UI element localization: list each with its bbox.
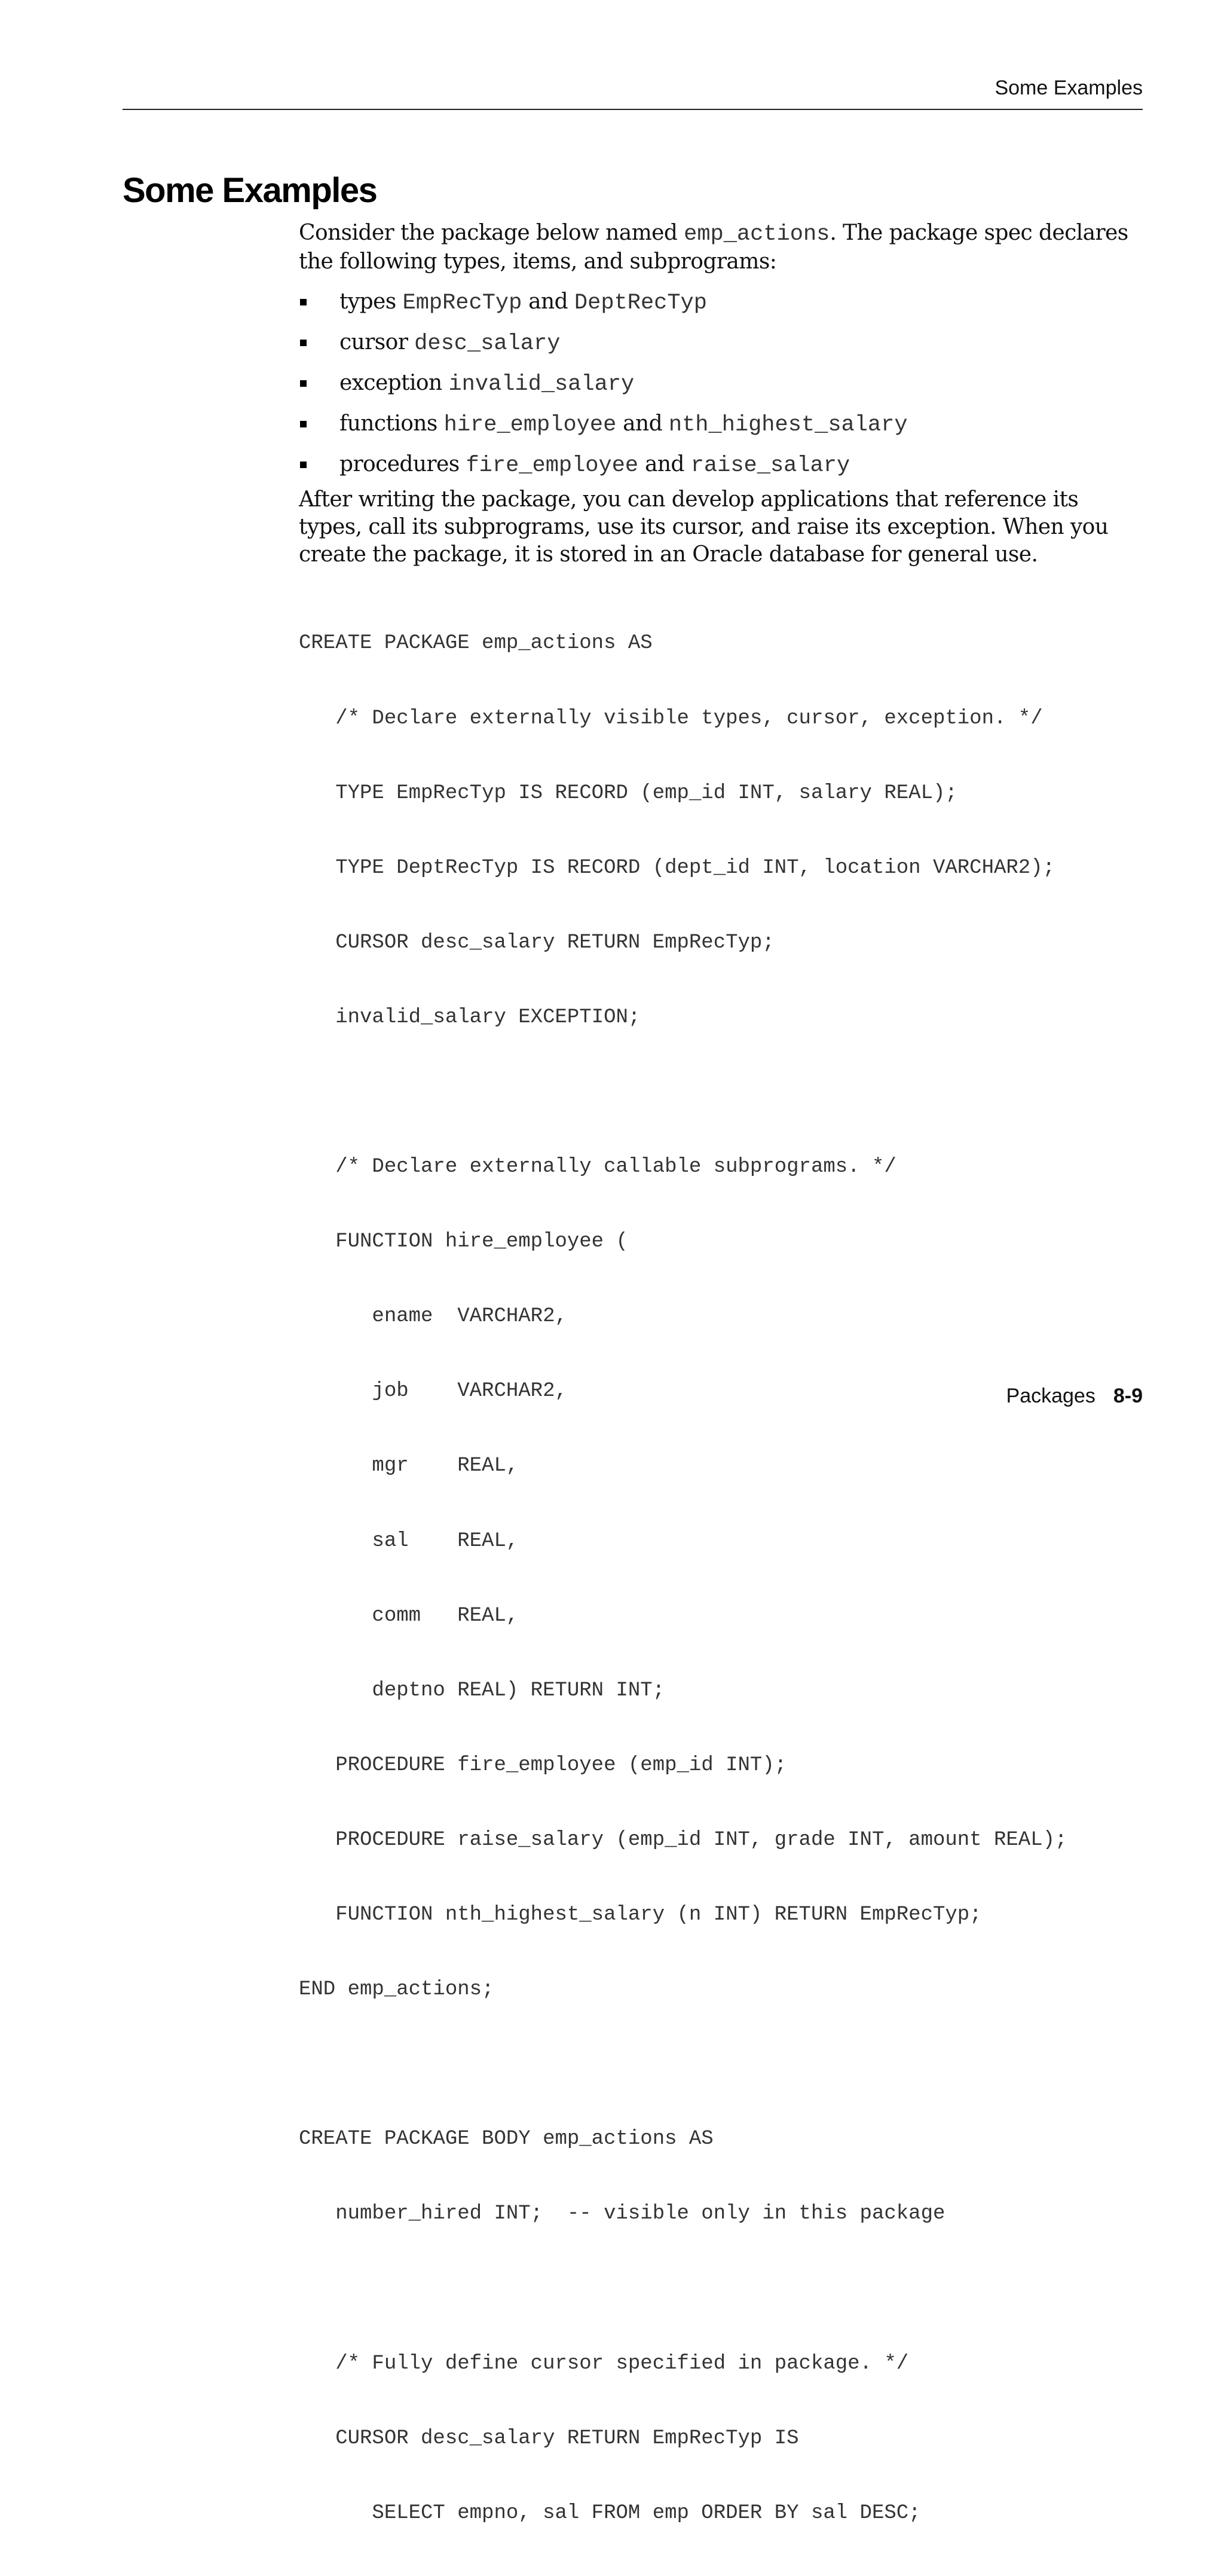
item-label: procedures — [339, 452, 460, 476]
item-code: EmpRecTyp — [402, 291, 522, 316]
code-line: comm REAL, — [299, 1604, 519, 1627]
square-bullet-icon — [300, 340, 307, 346]
header-rule — [123, 109, 1143, 110]
square-bullet-icon — [300, 462, 307, 468]
item-conjunction: and — [528, 289, 568, 314]
item-code: hire_employee — [443, 412, 617, 438]
square-bullet-icon — [300, 299, 307, 305]
intro-text-before: Consider the package below named — [299, 221, 684, 245]
code-line: /* Declare externally callable subprograms. */ — [299, 1156, 896, 1179]
code-line: CREATE PACKAGE BODY emp_actions AS — [299, 2128, 714, 2151]
code-line: mgr REAL, — [299, 1454, 519, 1478]
code-line: SELECT empno, sal FROM emp ORDER BY sal DESC; — [299, 2501, 921, 2525]
code-line: sal REAL, — [299, 1529, 519, 1553]
code-line: CURSOR desc_salary RETURN EmpRecTyp; — [299, 931, 775, 954]
item-code-second: raise_salary — [690, 453, 850, 478]
item-label: types — [339, 289, 396, 314]
item-label: functions — [339, 411, 437, 436]
intro-text-after: . The package spec declares the following types, items, and subprograms: — [299, 221, 1128, 274]
intro-paragraph — [299, 219, 1148, 276]
list-item — [299, 404, 1148, 444]
running-head: Some Examples — [994, 77, 1143, 99]
square-bullet-icon — [300, 380, 307, 387]
list-item — [299, 444, 1148, 485]
code-line: job VARCHAR2, — [299, 1380, 567, 1403]
item-label: cursor — [339, 330, 408, 355]
declaration-list — [299, 282, 1148, 485]
list-item — [299, 363, 1148, 404]
code-line: /* Fully define cursor specified in package. */ — [299, 2352, 909, 2375]
code-block — [299, 582, 1148, 2576]
code-line: invalid_salary EXCEPTION; — [299, 1006, 641, 1029]
item-code: invalid_salary — [448, 372, 635, 397]
code-line: PROCEDURE fire_employee (emp_id INT); — [299, 1753, 787, 1777]
item-code: desc_salary — [414, 331, 561, 356]
square-bullet-icon — [300, 421, 307, 427]
code-line: FUNCTION nth_highest_salary (n INT) RETURN EmpRecTyp; — [299, 1903, 982, 1926]
code-line: END emp_actions; — [299, 1978, 494, 2001]
item-label: exception — [339, 371, 442, 395]
code-line: PROCEDURE raise_salary (emp_id INT, grade INT, amount REAL); — [299, 1828, 1067, 1851]
code-line: /* Declare externally visible types, cursor, exception. */ — [299, 707, 1043, 730]
after-paragraph: After writing the package, you can develop applications that reference its types, call its subprograms, use its cursor, and raise its exception. When you create the package, it is stored in an Oracle database for general use. — [299, 487, 1109, 567]
code-line — [299, 2052, 1148, 2077]
code-line: FUNCTION hire_employee ( — [299, 1230, 628, 1254]
code-line: deptno REAL) RETURN INT; — [299, 1679, 665, 1702]
code-line: CREATE PACKAGE emp_actions AS — [299, 632, 653, 655]
code-line: number_hired INT; -- visible only in this package — [299, 2202, 945, 2226]
list-item — [299, 282, 1148, 322]
page-number: 8-9 — [1113, 1385, 1143, 1407]
intro-package-name: emp_actions — [684, 222, 830, 247]
section-title: Some Examples — [123, 171, 377, 210]
code-line — [299, 1080, 1148, 1105]
item-code-second: DeptRecTyp — [574, 291, 707, 316]
item-code-second: nth_highest_salary — [668, 412, 908, 438]
footer-chapter: Packages — [1006, 1385, 1096, 1407]
item-conjunction: and — [623, 411, 663, 436]
code-line: TYPE DeptRecTyp IS RECORD (dept_id INT, location VARCHAR2); — [299, 856, 1055, 879]
code-line: ename VARCHAR2, — [299, 1305, 567, 1328]
code-line — [299, 2276, 1148, 2302]
page-footer — [1006, 1385, 1143, 1408]
list-item — [299, 322, 1148, 363]
item-conjunction: and — [644, 452, 684, 476]
code-line: TYPE EmpRecTyp IS RECORD (emp_id INT, salary REAL); — [299, 781, 957, 805]
item-code: fire_employee — [466, 453, 639, 478]
code-line: CURSOR desc_salary RETURN EmpRecTyp IS — [299, 2427, 799, 2450]
